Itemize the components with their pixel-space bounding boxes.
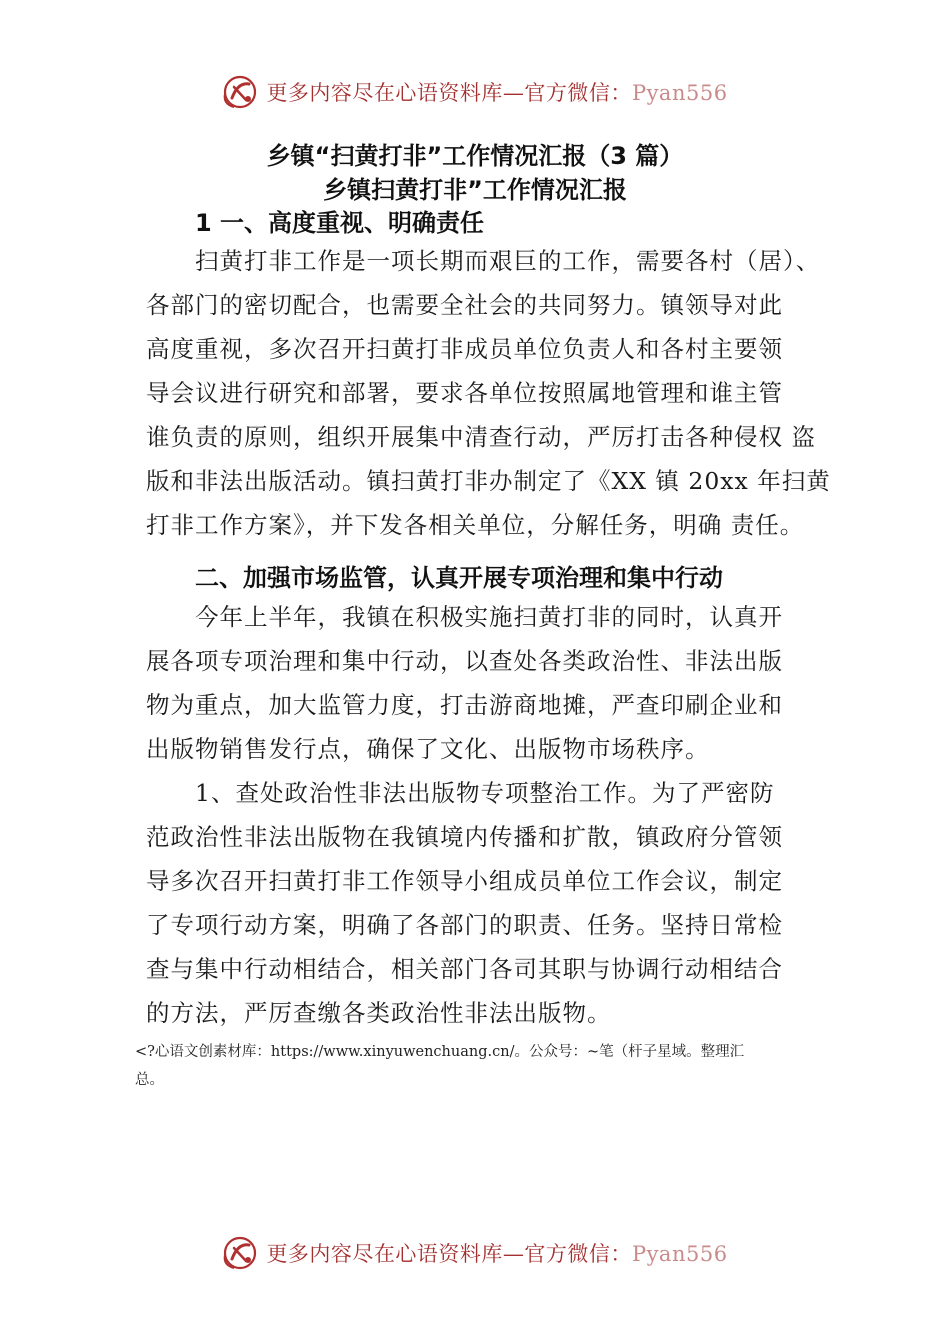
- footnote-line: <?心语文创素材库：https://www.xinyuwenchuang.cn/。公众号：~笔（杆子星域。整理汇: [135, 1044, 745, 1060]
- paragraph-line: 展各项专项治理和集中行动，以查处各类政治性、非法出版: [146, 647, 783, 675]
- paragraph-line: 各部门的密切配合，也需要全社会的共同努力。镇领导对此: [146, 291, 783, 319]
- seal-logo-icon: [222, 1235, 258, 1271]
- section2-heading: 二、加强市场监管，认真开展专项治理和集中行动: [195, 564, 723, 592]
- seal-logo-icon: [222, 74, 258, 110]
- doc-subtitle: 乡镇扫黄打非”工作情况汇报: [323, 176, 627, 204]
- paragraph-line: 物为重点，加大监管力度，打击游商地摊，严查印刷企业和: [146, 691, 783, 719]
- footer-banner: [0, 1233, 950, 1273]
- paragraph-line: 查与集中行动相结合，相关部门各司其职与协调行动相结合: [146, 955, 783, 983]
- paragraph-line: 1、查处政治性非法出版物专项整治工作。为了严密防: [195, 779, 775, 807]
- paragraph-line: 范政治性非法出版物在我镇境内传播和扩散，镇政府分管领: [146, 823, 783, 851]
- paragraph-line: 扫黄打非工作是一项长期而艰巨的工作，需要各村（居）、: [195, 247, 821, 275]
- paragraph-line: 谁负责的原则，组织开展集中清查行动，严厉打击各种侵权 盗: [146, 423, 816, 451]
- doc-title: 乡镇“扫黄打非”工作情况汇报（3 篇）: [266, 142, 684, 170]
- section1-heading: 1 一、高度重视、明确责任: [195, 209, 485, 237]
- wechat-id: Pyan556: [631, 1242, 728, 1266]
- banner-text: 更多内容尽在心语资料库—官方微信：Pyan556: [266, 81, 728, 105]
- paragraph-line: 导会议进行研究和部署，要求各单位按照属地管理和谁主管: [146, 379, 783, 407]
- paragraph-line: 导多次召开扫黄打非工作领导小组成员单位工作会议，制定: [146, 867, 783, 895]
- paragraph-line: 今年上半年，我镇在积极实施扫黄打非的同时，认真开: [195, 603, 783, 631]
- paragraph-line: 版和非法出版活动。镇扫黄打非办制定了《XX 镇 20xx 年扫黄: [146, 467, 831, 495]
- banner-text: 更多内容尽在心语资料库—官方微信：Pyan556: [266, 1242, 728, 1266]
- footnote-line: 总。: [135, 1072, 164, 1088]
- wechat-id: Pyan556: [631, 81, 728, 105]
- paragraph-line: 高度重视，多次召开扫黄打非成员单位负责人和各村主要领: [146, 335, 783, 363]
- paragraph-line: 了专项行动方案，明确了各部门的职责、任务。坚持日常检: [146, 911, 783, 939]
- paragraph-line: 打非工作方案》，并下发各相关单位，分解任务，明确 责任。: [146, 511, 805, 539]
- paragraph-line: 的方法，严厉查缴各类政治性非法出版物。: [146, 999, 612, 1027]
- paragraph-line: 出版物销售发行点，确保了文化、出版物市场秩序。: [146, 735, 710, 763]
- header-banner: [0, 72, 950, 112]
